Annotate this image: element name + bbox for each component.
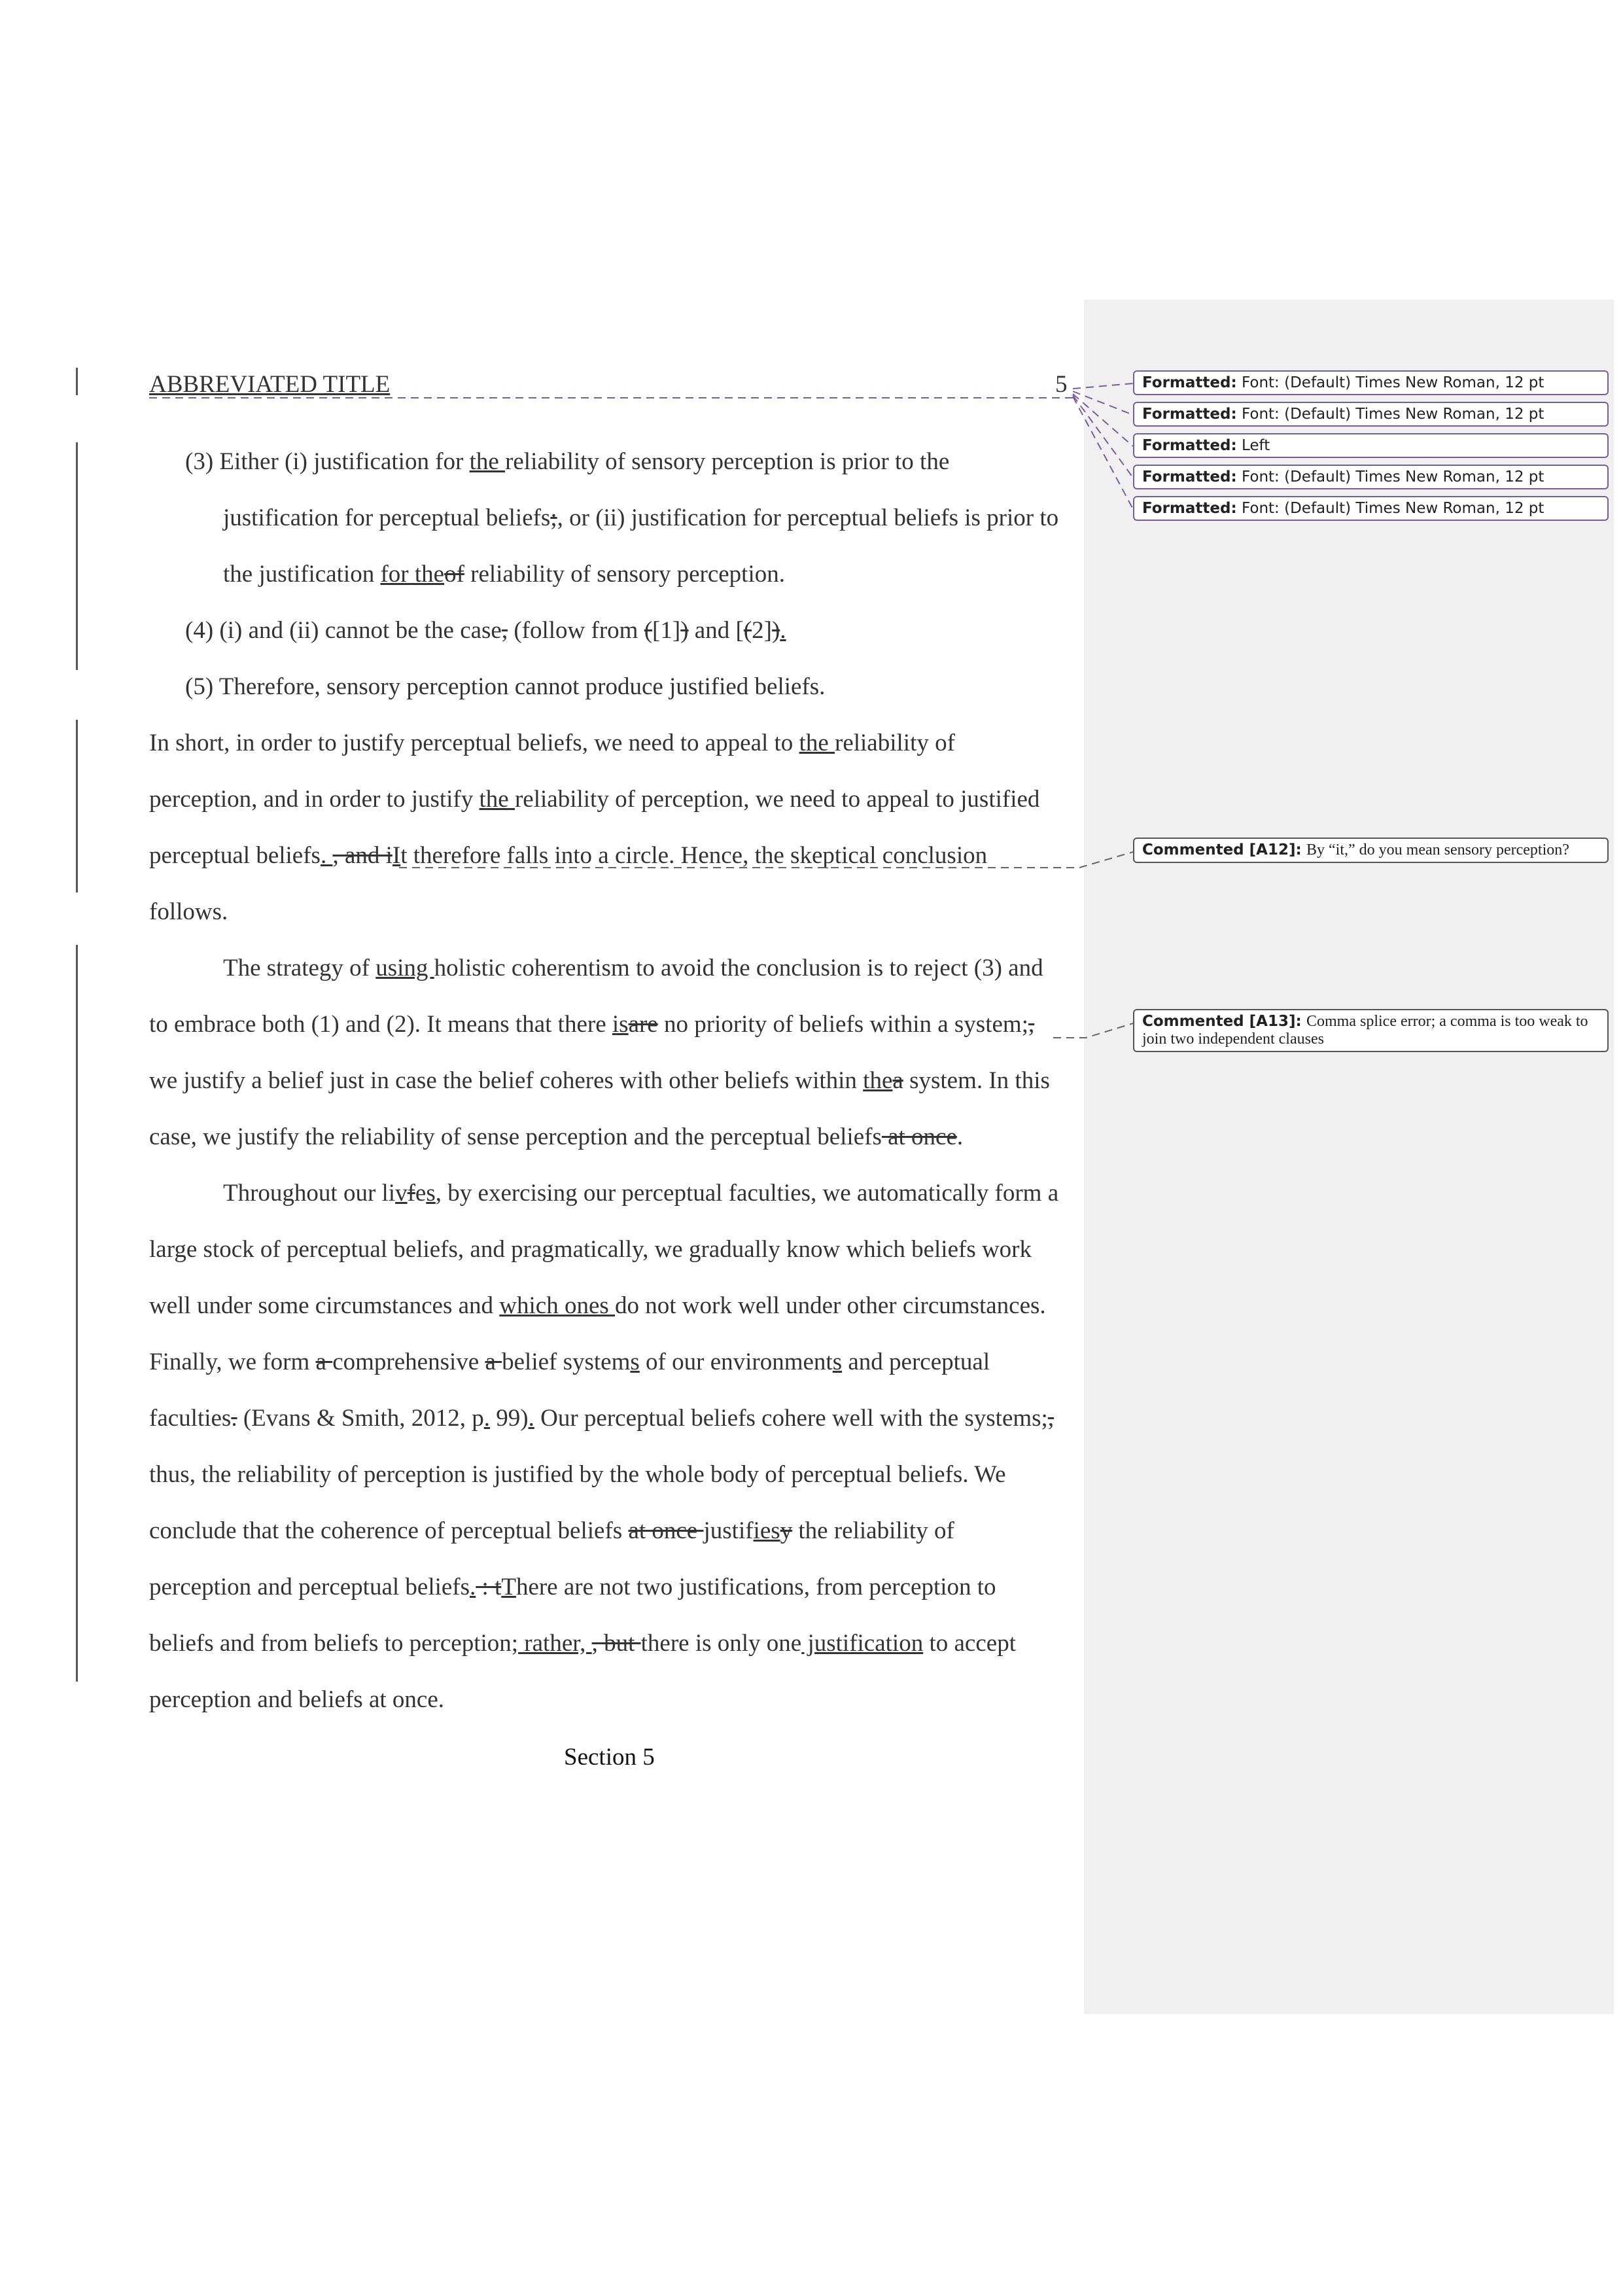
tracked-insertion: which ones — [499, 1292, 616, 1319]
text-run: faculties — [149, 1405, 232, 1432]
tracked-deletion: at once — [628, 1517, 704, 1544]
leader-line — [1053, 1023, 1133, 1038]
text-run: the justification — [223, 561, 381, 588]
text-run: (5) Therefore, sensory perception cannot produce justified beliefs. — [185, 673, 826, 700]
tracked-deletion: a — [892, 1067, 903, 1094]
tracked-insertion: s — [630, 1349, 640, 1375]
text-run: case, we justify the reliability of sense perception and the perceptual beliefs — [149, 1123, 882, 1150]
balloon-text: Font: (Default) Times New Roman, 12 pt — [1241, 500, 1544, 517]
tracked-insertion: ] — [763, 617, 772, 644]
text-run: and — [688, 617, 736, 644]
tracked-deletion: , — [501, 617, 508, 644]
tracked-insertion: ies — [753, 1517, 780, 1544]
running-header-title: ABBREVIATED TITLE — [149, 371, 391, 398]
text-run: reliability of — [835, 730, 955, 756]
text-run: thus — [149, 1461, 190, 1488]
text-run: conclude that the coherence of perceptual beliefs — [149, 1517, 629, 1544]
balloon-kind: Formatted: — [1142, 500, 1237, 517]
text-run: to accept — [923, 1630, 1016, 1657]
tracked-insertion: for the — [380, 561, 445, 588]
text-run: to embrace both (1) and (2). It means that there — [149, 1011, 612, 1038]
text-run: (4) (i) and (ii) cannot be the case — [185, 617, 502, 644]
tracked-deletion: , — [1028, 1011, 1035, 1038]
text-run: Our perceptual beliefs cohere well with the systems — [534, 1405, 1041, 1432]
balloon-kind: Formatted: — [1142, 437, 1237, 454]
leader-line — [1073, 397, 1133, 509]
tracked-insertion: . — [780, 617, 786, 644]
tracked-insertion: s — [426, 1180, 436, 1207]
balloon-text: Left — [1241, 437, 1270, 454]
tracked-insertion: . — [528, 1405, 534, 1432]
tracked-deletion: ) — [771, 617, 780, 644]
text-run: do not work well under other circumstances. — [615, 1292, 1046, 1319]
tracked-insertion: using — [375, 955, 434, 981]
text-run: comprehensive — [332, 1349, 485, 1375]
text-run: well under some circumstances and — [149, 1292, 500, 1319]
text-run: 2 — [752, 617, 764, 644]
tracked-insertion: . — [483, 1405, 491, 1432]
tracked-insertion: [ — [652, 617, 661, 644]
tracked-deletion: , — [1047, 1405, 1055, 1432]
tracked-insertion: the — [479, 786, 515, 813]
text-run: justif — [703, 1517, 754, 1544]
leader-line — [1073, 394, 1133, 446]
leader-line — [1073, 395, 1133, 478]
text-run: , by exercising our perceptual faculties, we automatically form a — [435, 1180, 1059, 1207]
comment-label: Commented [A13]: — [1142, 1013, 1302, 1030]
text-run: , or (ii) justification for perceptual beliefs is prior to — [557, 504, 1059, 531]
text-run: (3) Either (i) justification for — [185, 448, 470, 475]
tracked-insertion: ; — [1041, 1405, 1048, 1432]
balloon-text: Font: (Default) Times New Roman, 12 pt — [1241, 468, 1544, 486]
tracked-deletion: , and i — [332, 842, 393, 869]
text-run: justification for perceptual beliefs — [223, 504, 551, 531]
text-run: perception and beliefs at once. — [149, 1686, 444, 1713]
balloon-kind: Formatted: — [1142, 468, 1237, 486]
tracked-insertion: . — [320, 842, 333, 869]
comment-label: Commented [A12]: — [1142, 841, 1302, 858]
text-run: Finally, we form — [149, 1349, 316, 1375]
tracked-insertion: , — [642, 1236, 649, 1263]
text-run: perceptual beliefs — [149, 842, 321, 869]
tracked-deletion: f — [407, 1180, 415, 1207]
tracked-deletion: a — [315, 1349, 333, 1375]
tracked-deletion: ; — [550, 504, 557, 531]
text-run: belief system — [502, 1349, 631, 1375]
tracked-insertion: . — [470, 1574, 476, 1600]
text-run: here are not two justifications — [515, 1574, 804, 1600]
tracked-insertion: [ — [735, 617, 744, 644]
text-run: 1 — [660, 617, 672, 644]
text-run: we justify a belief just in case the belief coheres with other beliefs within — [149, 1067, 864, 1094]
tracked-insertion: justification — [801, 1630, 924, 1657]
tracked-deletion: ( — [644, 617, 653, 644]
text-run: perception and perceptual beliefs — [149, 1574, 470, 1600]
text-run: reliability of sensory perception is prior to the — [505, 448, 950, 475]
balloon-kind: Formatted: — [1142, 374, 1237, 391]
section-heading: Section 5 — [564, 1744, 655, 1771]
text-run: system. In this — [903, 1067, 1050, 1094]
text-run: we gradually know which beliefs work — [648, 1236, 1032, 1263]
text-run: large stock of perceptual beliefs, and pragmatically — [149, 1236, 643, 1263]
text-run: there is only one — [640, 1630, 802, 1657]
text-run: In short, in order to justify perceptual beliefs — [149, 730, 582, 756]
tracked-deletion: y — [780, 1517, 793, 1544]
tracked-deletion: , but — [591, 1630, 641, 1657]
text-run: of our environment — [639, 1349, 833, 1375]
tracked-insertion: the — [863, 1067, 893, 1094]
tracked-insertion: the — [469, 448, 506, 475]
tracked-insertion: I — [392, 842, 401, 869]
tracked-insertion: , — [743, 786, 750, 813]
text-run: (follow from — [508, 617, 644, 644]
leader-line — [399, 852, 1133, 868]
text-run: from perception to — [809, 1574, 996, 1600]
tracked-deletion: are — [628, 1011, 658, 1038]
tracked-deletion: . — [231, 1405, 237, 1432]
text-run: follows. — [149, 898, 228, 925]
tracked-insertion: v — [395, 1180, 408, 1207]
tracked-insertion: ] — [672, 617, 681, 644]
tracked-deletion: at once — [881, 1123, 957, 1150]
text-run: beliefs and from beliefs to perception — [149, 1630, 512, 1657]
text-run: no priority of beliefs within a system — [657, 1011, 1022, 1038]
text-run: we need to appeal to justified — [749, 786, 1040, 813]
tracked-insertion: the — [799, 730, 835, 756]
text-run: the reliability of perception is justified by the whole body of perceptual beliefs. We — [195, 1461, 1006, 1488]
text-run: perception, and in order to justify — [149, 786, 480, 813]
tracked-insertion: , — [582, 730, 588, 756]
text-run: Throughout our li — [223, 1180, 396, 1207]
text-run: holistic coherentism to avoid the conclusion is to reject (3) and — [434, 955, 1043, 981]
tracked-insertion: , — [803, 1574, 810, 1600]
balloon-text: Font: (Default) Times New Roman, 12 pt — [1241, 406, 1544, 423]
tracked-deletion: : t — [476, 1574, 502, 1600]
text-run: 99) — [490, 1405, 529, 1432]
leader-line — [1073, 391, 1133, 415]
tracked-deletion: ( — [743, 617, 752, 644]
tracked-insertion: s — [832, 1349, 843, 1375]
text-run: t therefore falls into a circle. Hence, the skeptical conclusion — [400, 842, 988, 869]
comment-text: By “it,” do you mean sensory perception? — [1306, 841, 1569, 858]
tracked-deletion: ) — [680, 617, 689, 644]
text-run: reliability of sensory perception. — [464, 561, 785, 588]
text-run: and perceptual — [842, 1349, 990, 1375]
text-run: . — [956, 1123, 964, 1150]
comment-text: Comma splice error; a comma is too weak to join two independent clauses — [1142, 1013, 1588, 1048]
tracked-deletion: a — [485, 1349, 502, 1375]
text-run: (Evans & Smith, 2012, p — [237, 1405, 484, 1432]
tracked-insertion: , — [189, 1461, 196, 1488]
leader-line — [1073, 383, 1133, 389]
tracked-insertion: is — [612, 1011, 629, 1038]
tracked-insertion: ; rather, — [511, 1630, 592, 1657]
text-run: The strategy of — [223, 955, 376, 981]
text-run: the reliability of — [792, 1517, 954, 1544]
tracked-insertion: T — [501, 1574, 516, 1600]
text-run: e — [415, 1180, 427, 1207]
balloon-kind: Formatted: — [1142, 406, 1237, 423]
page-number: 5 — [1055, 371, 1068, 398]
text-run: reliability of perception — [514, 786, 744, 813]
tracked-insertion: ; — [1021, 1011, 1028, 1038]
tracked-deletion: of — [444, 561, 464, 588]
balloon-text: Font: (Default) Times New Roman, 12 pt — [1241, 374, 1544, 391]
text-run: we need to appeal to — [587, 730, 799, 756]
